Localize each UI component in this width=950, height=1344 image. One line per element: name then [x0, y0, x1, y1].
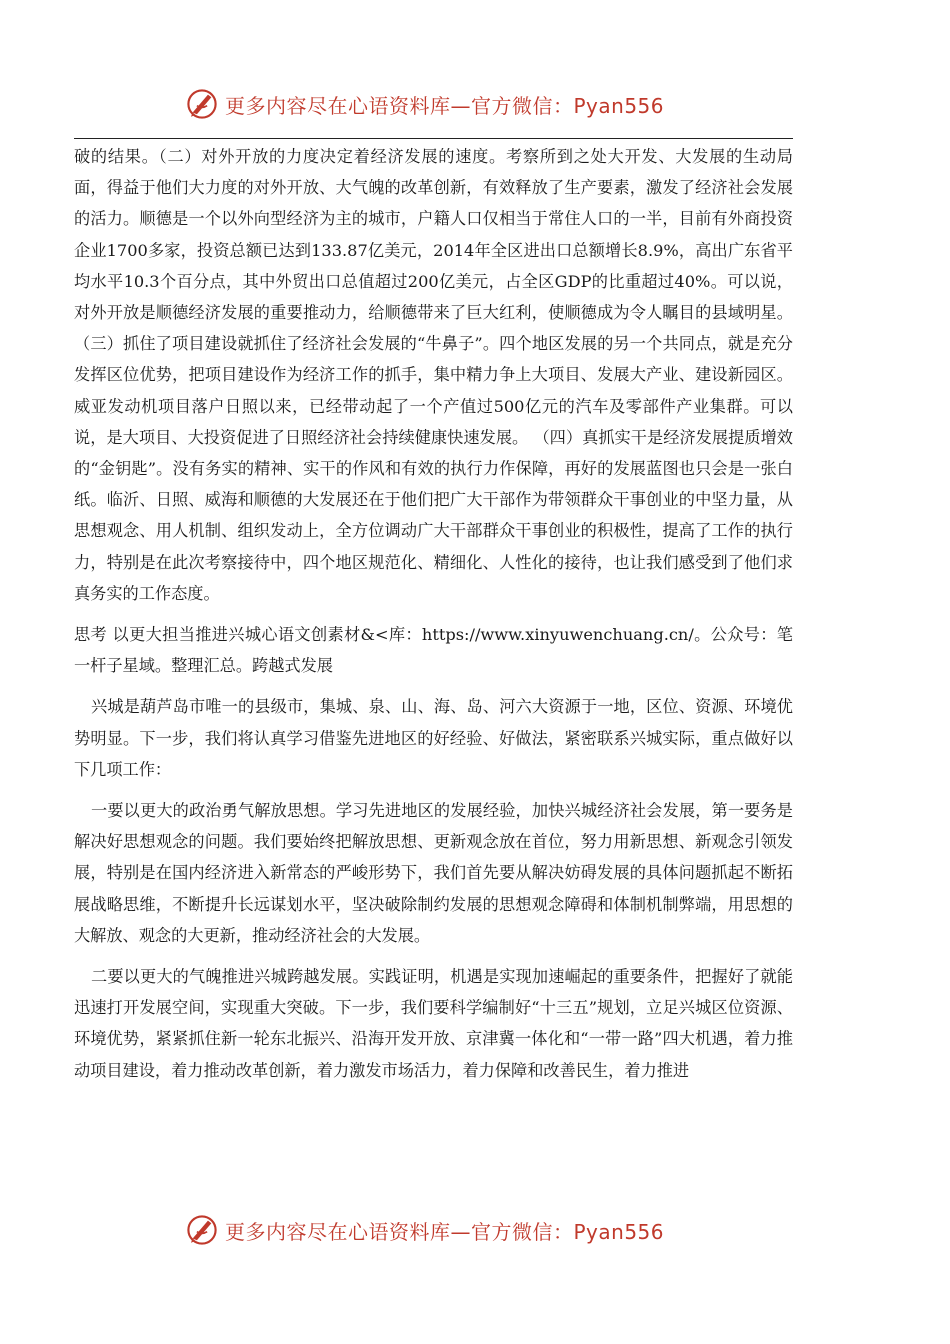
header-divider — [74, 138, 793, 139]
paragraph-4: 一要以更大的政治勇气解放思想。学习先进地区的发展经验，加快兴城经济社会发展，第一要务是解决好思想观念的问题。我们要始终把解放思想、更新观念放在首位，努力用新思想、新观念引领发展，特别是在国内经济进入新常态的严峻形势下，我们首先要从解决妨碍发展的具体问题抓起不断拓展战略思维，不断提升长远谋划水平，坚决破除制约发展的思想观念障碍和体制机制弊端，用思想的大解放、观念的大更新，推动经济社会的大发展。 — [74, 801, 793, 945]
paragraph-1: 破的结果。（二）对外开放的力度决定着经济发展的速度。考察所到之处大开发、大发展的生动局面，得益于他们大力度的对外开放、大气魄的改革创新，有效释放了生产要素，激发了经济社会发展的活力。顺德是一个以外向型经济为主的城市，户籍人口仅相当于常住人口的一半，目前有外商投资企业1700多家，投资总额已达到133.87亿美元，2014年全区进出口总额增长8.9%，高出广东省平均水平10.3个百分点，其中外贸出口总值超过200亿美元，占全区GDP的比重超过40%。可以说，对外开放是顺德经济发展的重要推动力，给顺德带来了巨大红利，使顺德成为令人瞩目的县域明星。 （三）抓住了项目建设就抓住了经济社会发展的“牛鼻子”。四个地区发展的另一个共同点，就是充分发挥区位优势，把项目建设作为经济工作的抓手，集中精力争上大项目、发展大产业、建设新园区。威亚发动机项目落户日照以来，已经带动起了一个产值过500亿元的汽车及零部件产业集群。可以说，是大项目、大投资促进了日照经济社会持续健康快速发展。 （四）真抓实干是经济发展提质增效的“金钥匙”。没有务实的精神、实干的作风和有效的执行力作保障，再好的发展蓝图也只会是一张白纸。临沂、日照、威海和顺德的大发展还在于他们把广大干部作为带领群众干事创业的中坚力量，从思想观念、用人机制、组织发动上，全方位调动广大干部群众干事创业的积极性，提高了工作的执行力，特别是在此次考察接待中，四个地区规范化、精细化、人性化的接待，也让我们感受到了他们求真务实的工作态度。 — [74, 147, 793, 603]
paragraph-3: 兴城是葫芦岛市唯一的县级市，集城、泉、山、海、岛、河六大资源于一地，区位、资源、环境优势明显。下一步，我们将认真学习借鉴先进地区的好经验、好做法，紧密联系兴城实际，重点做好以下几项工作： — [74, 697, 793, 779]
pen-logo-icon — [185, 1213, 219, 1247]
footer-banner — [185, 1210, 664, 1250]
footer-banner-text: 更多内容尽在心语资料库—官方微信：Pyan556 — [225, 1219, 665, 1244]
header-banner — [185, 84, 664, 124]
document-body — [74, 141, 793, 1086]
paragraph-5: 二要以更大的气魄推进兴城跨越发展。实践证明，机遇是实现加速崛起的重要条件，把握好了就能迅速打开发展空间，实现重大突破。下一步，我们要科学编制好“十三五”规划，立足兴城区位资源、环境优势，紧紧抓住新一轮东北振兴、沿海开发开放、京津冀一体化和“一带一路”四大机遇，着力推动项目建设，着力推动改革创新，着力激发市场活力，着力保障和改善民生，着力推进 — [74, 967, 793, 1080]
paragraph-2: 思考 以更大担当推进兴城心语文创素材&<库：https://www.xinyuwenchuang.cn/。公众号：笔一杆子星域。整理汇总。跨越式发展 — [74, 625, 793, 676]
pen-logo-icon — [185, 87, 219, 121]
header-banner-text: 更多内容尽在心语资料库—官方微信：Pyan556 — [225, 93, 665, 118]
